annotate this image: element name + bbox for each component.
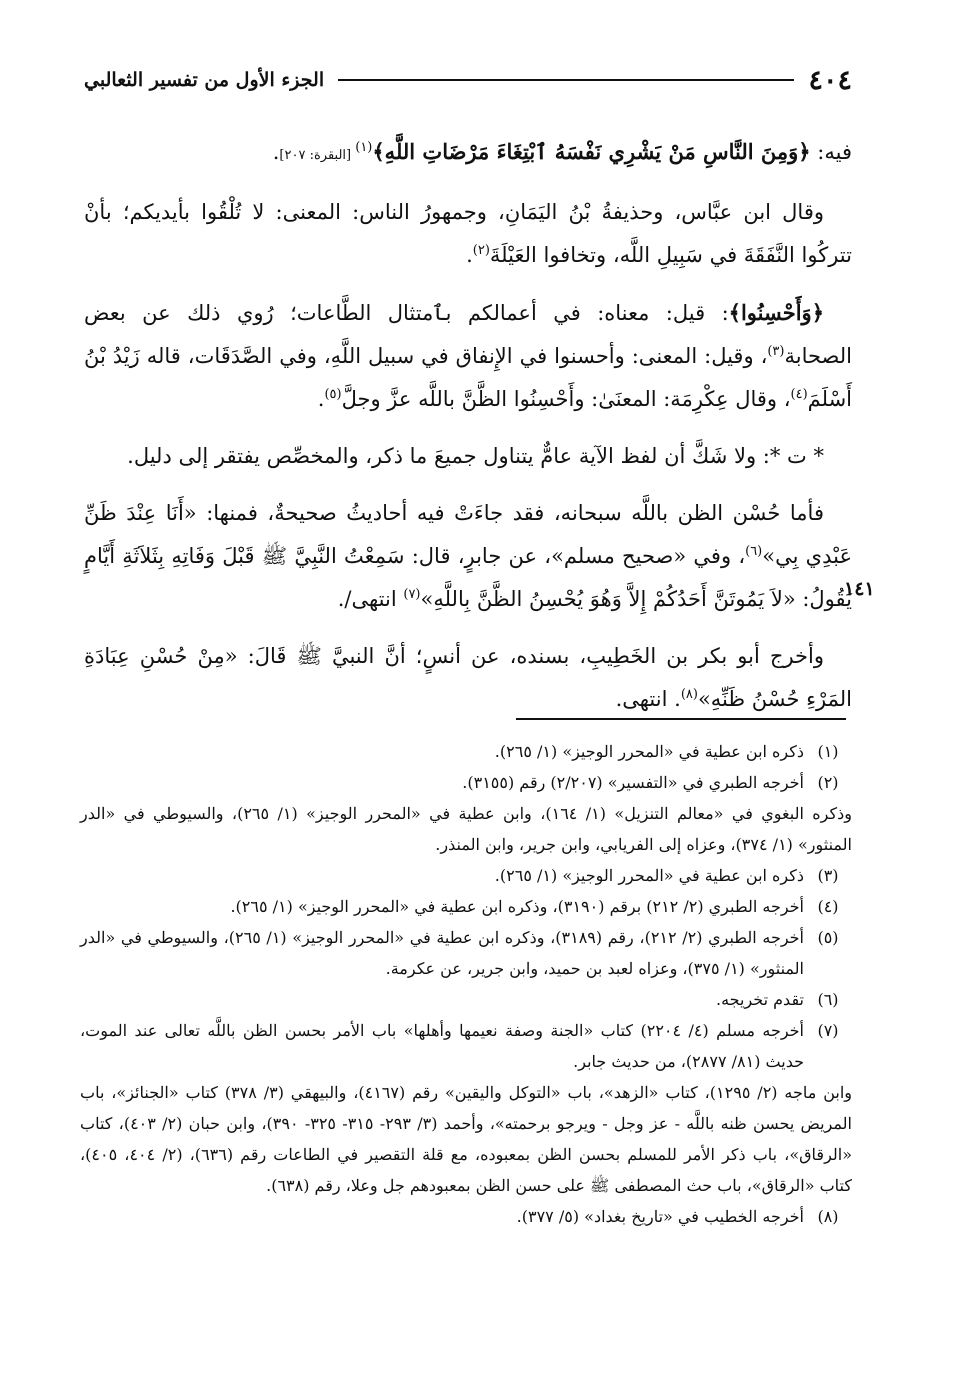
- header-rule: [338, 79, 794, 81]
- footnote-text: أخرجه الطبري في «التفسير» (٢/٢٠٧) رقم (٣١٥٥).: [462, 773, 804, 792]
- footnote-number: (٣): [817, 866, 839, 885]
- footnote-ref: (٣): [767, 344, 785, 359]
- footnote-ref: (٨): [680, 687, 698, 702]
- p3-text1: : قيل: معناه: في أعمالكم بٱمتثال الطَّاعات؛ رُوي ذلك عن بعض الصحابة: [84, 301, 852, 368]
- footnote-text: أخرجه مسلم (٤/ ٢٢٠٤) كتاب «الجنة وصفة نعيمها وأهلها» باب الأمر بحسن الظن باللَّه تعالى عند الموت، حديث (٨١/ ٢٨٧٧)، من حديث جابر.: [80, 1021, 804, 1071]
- surah-reference: [البقرة: ٢٠٧]: [279, 148, 356, 163]
- paragraph-2: [84, 191, 852, 277]
- footnote-number: (٥): [817, 928, 839, 947]
- running-title: الجزء الأول من تفسير الثعالبي: [84, 69, 325, 91]
- p3-text2: ، وقيل: المعنى: وأحسنوا في الإِنفاق في سبيل اللَّهِ، وفي الصَّدَقَات، قاله زَيْدُ بْنُ أَسْلَمَ: [84, 344, 852, 411]
- margin-folio-number: ١٤١: [844, 578, 875, 600]
- footnote-number: (٦): [817, 990, 839, 1009]
- footnote-ref: (٧): [403, 587, 421, 602]
- footnote-5: [80, 922, 852, 984]
- paragraph-4: [84, 435, 852, 478]
- footnote-7: [80, 1015, 852, 1077]
- p1-end: .: [272, 140, 280, 164]
- p6-text: وأخرج أبو بكر بن الخَطِيبِ، بسنده، عن أنسٍ؛ أنَّ النبيَّ ﷺ قَالَ: «مِنْ حُسْنِ عِبَادَةِ المَرْءِ حُسْنُ ظَنِّهِ»: [84, 644, 852, 711]
- p6-end: . انتهى.: [615, 687, 681, 711]
- footnote-7-continued: وابن ماجه (٢/ ١٢٩٥)، كتاب «الزهد»، باب «التوكل واليقين» رقم (٤١٦٧)، والبيهقي (٣/ ٣٧٨) كتاب «الجنائز»، باب المريض يحسن ظنه باللَّه - عز وجل - ويرجو برحمته»، وأحمد (٣/ ٢٩٣- ٣١٥- ٣٢٥- ٣٩٠)، وابن حبان (٢/ ٤٠٣)، كتاب «الرقاق»، باب ذكر الأمر للمسلم بحسن الظن بمعبوده، مع قلة التقصير في الطاعات رقم (٦٣٦)، (٢/ ٤٠٤، ٤٠٥)، كتاب «الرقاق»، باب حث المصطفى ﷺ على حسن الظن بمعبودهم جل وعلا، رقم (٦٣٨).: [80, 1083, 853, 1195]
- main-text: [84, 130, 852, 735]
- footnote-3: [80, 860, 852, 891]
- footnote-ref: (٤): [790, 387, 808, 402]
- quran-quote: ﴿وَمِنَ النَّاسِ مَنْ يَشْرِي نَفْسَهُ ٱبْتِغَاءَ مَرْضَاتِ اللَّهِ﴾: [372, 139, 811, 164]
- footnote-ref: (٥): [324, 387, 342, 402]
- footnote-number: (١): [817, 742, 839, 761]
- page-header: [84, 60, 852, 100]
- page-number: ٤٠٤: [808, 64, 852, 96]
- footnote-ref: (٢): [472, 243, 490, 258]
- p4-text: * ت *: ولا شَكَّ أن لفظ الآية عامٌّ يتناول جميعَ ما ذكر، والمخصِّص يفتقر إلى دليل.: [127, 444, 824, 468]
- p2-text: وقال ابن عبَّاس، وحذيفةُ بْنُ اليَمَانِ، وجمهورُ الناس: المعنى: لا تُلْقُوا بأيديكم؛ بأنْ تتركُوا النَّفَقَةَ في سَبِيلِ اللَّه، وتخافوا العَيْلَةَ: [84, 200, 852, 267]
- footnote-2: [80, 767, 852, 798]
- footnote-text: أخرجه الطبري (٢/ ٢١٢)، رقم (٣١٨٩)، وذكره ابن عطية في «المحرر الوجيز» (١/ ٢٦٥)، والسيوطي في «الدر المنثور» (١/ ٣٧٥)، وعزاه لعبد بن حميد، وابن جرير، عن عكرمة.: [80, 928, 805, 978]
- quran-quote: ﴿وَأَحْسِنُوا﴾: [728, 300, 824, 325]
- p5-end: انتهى/.: [337, 587, 404, 611]
- footnote-text: أخرجه الخطيب في «تاريخ بغداد» (٥/ ٣٧٧).: [516, 1207, 804, 1226]
- footnote-number: (٨): [817, 1207, 839, 1226]
- footnote-2-continued: وذكره البغوي في «معالم التنزيل» (١/ ١٦٤)، وابن عطية في «المحرر الوجيز» (١/ ٢٦٥)، والسيوطي في «الدر المنثور» (١/ ٣٧٤)، وعزاه إلى الفريابي، وابن جرير، وابن المنذر.: [80, 804, 852, 854]
- footnote-text: أخرجه الطبري (٢/ ٢١٢) برقم (٣١٩٠)، وذكره ابن عطية في «المحرر الوجيز» (١/ ٢٦٥).: [230, 897, 804, 916]
- footnote-number: (٧): [817, 1021, 839, 1040]
- footnote-8: [80, 1201, 852, 1232]
- footnote-number: (٤): [817, 897, 839, 916]
- p1-lead: فيه:: [810, 140, 852, 164]
- p3-end: .: [317, 387, 325, 411]
- footnote-ref: (١): [355, 140, 373, 155]
- paragraph-3: [84, 291, 852, 421]
- p5-text2: ، وفي «صحيح مسلم»، عن جابرٍ، قال: سَمِعْتُ النَّبِيَّ ﷺ قَبْلَ وَفَاتِهِ بِثَلاَثَةِ أَيَّامٍ يَقُولُ: «لاَ يَمُوتَنَّ أَحَدُكُمْ إِلاَّ وَهُوَ يُحْسِنُ الظَّنَّ بِاللَّهِ»: [84, 544, 852, 611]
- p2-end: .: [466, 243, 473, 267]
- paragraph-5: [84, 492, 852, 621]
- footnote-6: [80, 984, 852, 1015]
- footnote-ref: (٦): [745, 544, 763, 559]
- p3-text3: ، وقال عِكْرِمَة: المعنَىٰ: وأَحْسِنُوا الظَّنَّ باللَّه عزَّ وجلَّ: [341, 387, 791, 411]
- paragraph-1: [84, 130, 852, 177]
- p5-text1: فأما حُسْن الظن باللَّه سبحانه، فقد جاءَتْ فيه أحاديثُ صحيحةٌ، فمنها: «أَنَا عِنْدَ ظَنِّ عَبْدِي بِي»: [84, 501, 853, 568]
- footnote-text: ذكره ابن عطية في «المحرر الوجيز» (١/ ٢٦٥).: [494, 866, 804, 885]
- footnotes: [80, 736, 852, 1232]
- footnote-1: [80, 736, 852, 767]
- footnote-separator: [516, 718, 846, 720]
- footnote-text: ذكره ابن عطية في «المحرر الوجيز» (١/ ٢٦٥).: [494, 742, 804, 761]
- footnote-text: تقدم تخريجه.: [716, 990, 804, 1009]
- footnote-number: (٢): [817, 773, 839, 792]
- paragraph-6: [84, 635, 852, 721]
- footnote-4: [80, 891, 852, 922]
